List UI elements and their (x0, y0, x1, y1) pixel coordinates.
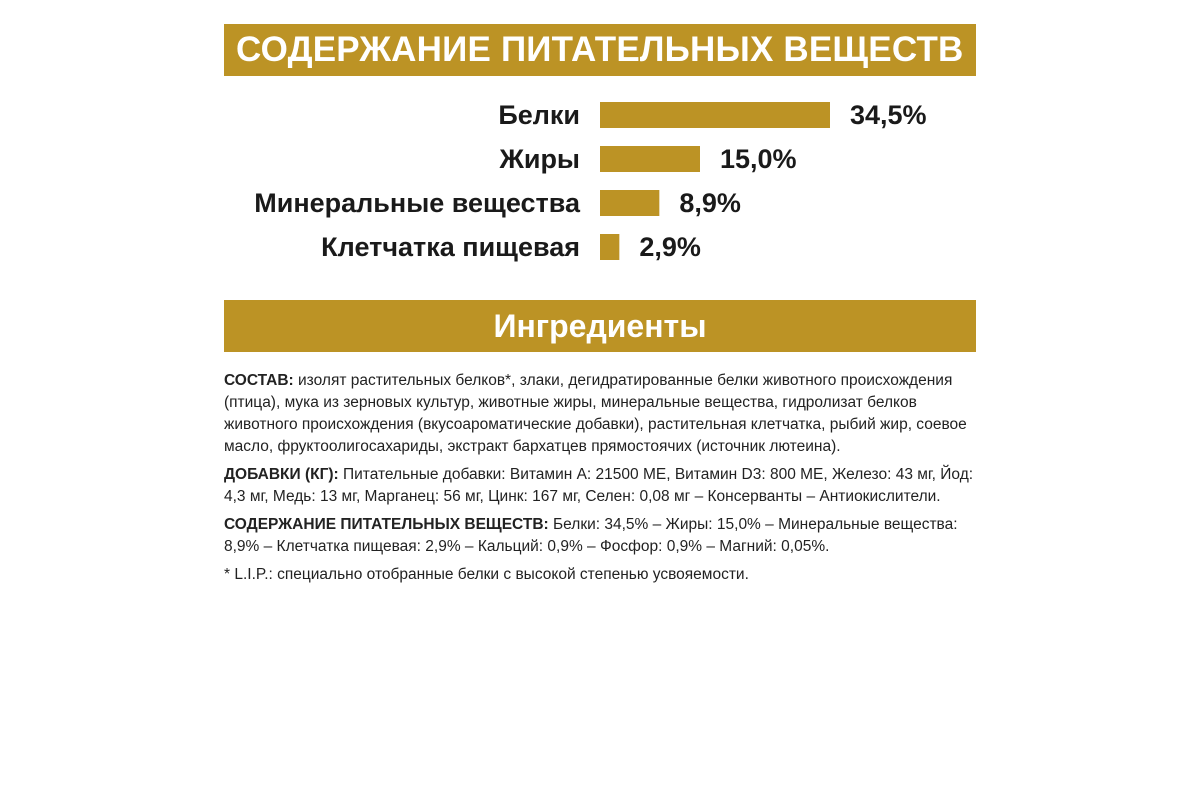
ingredients-title: Ингредиенты (493, 307, 707, 344)
value-label: 34,5% (850, 100, 927, 130)
composition-text: изолят растительных белков*, злаки, дегидратированные белки животного происхождения (птица), мука из зерновых культур, животные жиры, минеральные вещества, гидролизат белков животного происхождения (вкусоароматические добавки), растительная клетчатка, рыбий жир, соевое масло, фруктоолигосахариды, экстракт бархатцев прямостоячих (источник лютеина). (224, 372, 967, 455)
bar (600, 102, 830, 128)
category-label: Клетчатка пищевая (321, 232, 580, 262)
nutrients-label: СОДЕРЖАНИЕ ПИТАТЕЛЬНЫХ ВЕЩЕСТВ: (224, 516, 549, 533)
category-label: Жиры (499, 144, 580, 174)
nutrients-paragraph (224, 514, 984, 558)
value-label: 8,9% (679, 188, 741, 218)
ingredients-block (224, 370, 984, 592)
additives-text: Питательные добавки: Витамин А: 21500 МЕ, Витамин D3: 800 МЕ, Железо: 43 мг, Йод: 4,3 мг, Медь: 13 мг, Марганец: 56 мг, Цинк: 167 мг, Селен: 0,08 мг – Консерванты – Антиокислители. (224, 466, 974, 505)
nutrients-title-banner (224, 24, 976, 76)
composition-label: СОСТАВ: (224, 372, 294, 389)
value-label: 15,0% (720, 144, 797, 174)
value-label: 2,9% (639, 232, 701, 262)
nutrients-text: Белки: 34,5% – Жиры: 15,0% – Минеральные вещества: 8,9% – Клетчатка пищевая: 2,9% – Кальций: 0,9% – Фосфор: 0,9% – Магний: 0,05%. (224, 516, 958, 555)
footnote: * L.I.P.: специально отобранные белки с высокой степенью усвояемости. (224, 566, 749, 583)
category-label: Белки (498, 100, 580, 130)
composition-paragraph (224, 370, 984, 458)
nutrients-title: СОДЕРЖАНИЕ ПИТАТЕЛЬНЫХ ВЕЩЕСТВ (236, 30, 964, 69)
ingredients-title-banner (224, 300, 976, 352)
bar (600, 146, 700, 172)
nutrients-bar-chart (0, 90, 1200, 280)
additives-label: ДОБАВКИ (КГ): (224, 466, 339, 483)
bar (600, 234, 619, 260)
category-label: Минеральные вещества (254, 188, 580, 218)
bar (600, 190, 659, 216)
additives-paragraph (224, 464, 984, 508)
